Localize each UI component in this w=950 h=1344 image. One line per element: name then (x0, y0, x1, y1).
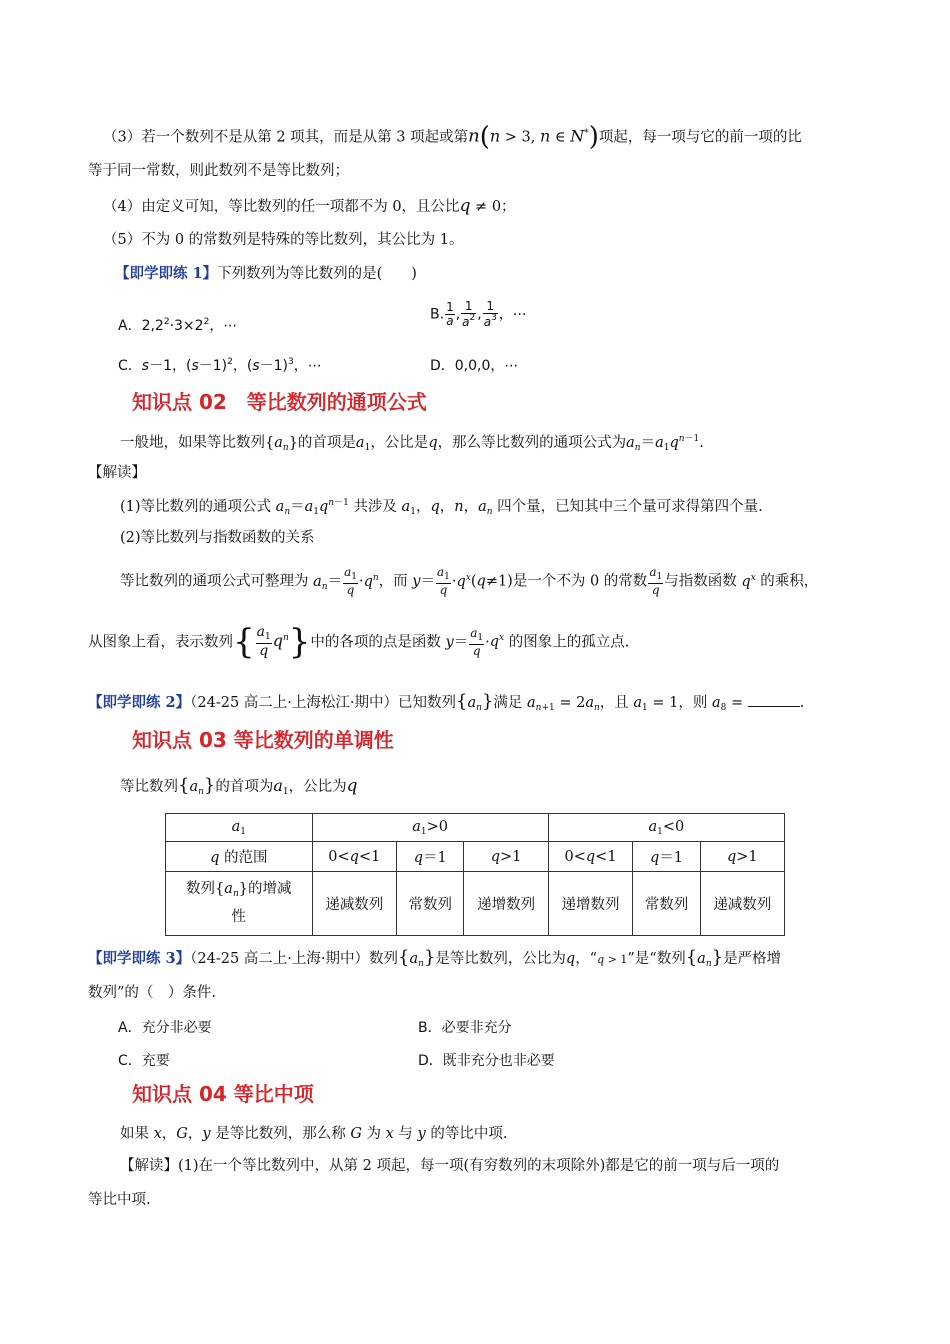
kp03-title: 知识点 03 等比数列的单调性 (132, 728, 394, 752)
kp02-reading-3: 等比数列的通项公式可整理为 $a_n=$ $\frac{a_1}{q}$ $\cdot q^n$，而 y＝ $\frac{a_1}{q}$ $\cdot q^x(q\ne 1)$是一个不为 0 的常数 $\frac{a_1}{q}$ 与指数函数 $q^x$ 的乘积， (120, 565, 819, 597)
exercise-3-stem-cont: 数列”的（ ）条件. (88, 985, 217, 1001)
cell-monotonicity: 递减数列 (312, 872, 397, 936)
cell-q-range: 0<q<1 (548, 842, 633, 872)
exercise-3-stem: 【即学即练 3】（24-25 高二上·上海·期中）数列$\{a_n\}$是等比数列，公比为q，“q > 1”是“数列$\{a_n\}$是严格增 (88, 947, 782, 969)
row-q-range-label: q 的范围 (166, 842, 313, 872)
kp04-reading-cont: 等比中项. (88, 1192, 151, 1208)
cell-monotonicity: 递增数列 (464, 872, 548, 936)
exercise-1-option-a[interactable]: A．$2,2^2\cdot 3\times 2^2$，⋯ (118, 317, 238, 334)
exercise-3-option-d[interactable]: D．既非充分也非必要 (418, 1053, 555, 1069)
cell-monotonicity: 常数列 (633, 872, 700, 936)
kp02-reading-label: 【解读】 (88, 465, 146, 481)
exercise-3-option-c[interactable]: C．充要 (118, 1053, 170, 1069)
exercise-2: 【即学即练 2】（24-25 高二上·上海松江·期中）已知数列$\{a_n\}$满足 $a_{n+1} = 2a_n$，且 $a_1 = 1$，则 $a_8$ = . (88, 691, 805, 713)
exercise-1-option-d[interactable]: D．0,0,0，⋯ (430, 358, 519, 374)
exercise-1-option-c[interactable]: C．s－1，$(s-1)^2$，$(s-1)^3$，⋯ (118, 357, 322, 374)
kp02-title: 知识点 02 等比数列的通项公式 (132, 390, 427, 414)
note-3: （3）若一个数列不是从第 2 项其，而是从第 3 项起或第n(n > 3, n ∈ N*)项起，每一项与它的前一项的比 (103, 122, 802, 152)
kp02-reading-4: 从图象上看，表示数列{ $\frac{a_1}{q}$ $q^n$}中的各项的点是函数 y＝ $\frac{a_1}{q}$ $\cdot q^x$ 的图象上的孤立点. (88, 622, 630, 662)
monotonicity-table (165, 813, 785, 936)
kp04-title: 知识点 04 等比中项 (132, 1082, 314, 1106)
cell-monotonicity: 递增数列 (548, 872, 633, 936)
kp02-reading-2: (2)等比数列与指数函数的关系 (120, 530, 315, 546)
cell-monotonicity: 常数列 (397, 872, 464, 936)
cell-q-range: q＝1 (397, 842, 464, 872)
exercise-1-option-b[interactable]: B. $\frac{1}{a}$ , $\frac{1}{a^2}$ , $\frac{1}{a^3}$ ，⋯ (430, 299, 527, 330)
kp04-definition: 如果 x，G，y 是等比数列，那么称 G 为 x 与 y 的等比中项. (120, 1126, 508, 1142)
note-3-cont: 等于同一常数，则此数列不是等比数列； (88, 163, 349, 179)
cell-q-range: q>1 (464, 842, 548, 872)
note-5: （5）不为 0 的常数列是特殊的等比数列，其公比为 1。 (103, 232, 464, 248)
exercise-3-option-a[interactable]: A．充分非必要 (118, 1020, 212, 1036)
header-a1-negative: $a_1<0$ (548, 814, 784, 842)
cell-monotonicity: 递减数列 (700, 872, 784, 936)
row-monotonicity-label: 数列$\{a_n\}$的增减 性 (166, 872, 313, 936)
kp02-reading-1: (1)等比数列的通项公式 $a_n=a_1q^{n-1}$ 共涉及 $a_1$，q，n，$a_n$ 四个量，已知其中三个量可求得第四个量. (120, 498, 763, 517)
kp02-definition: 一般地，如果等比数列$\{a_n\}$的首项是$a_1$，公比是q，那么等比数列的通项公式为$a_n=a_1q^{n-1}$. (120, 434, 704, 453)
header-a1: $a_1$ (166, 814, 313, 842)
note-4: （4）由定义可知，等比数列的任一项都不为 0，且公比q ≠ 0； (103, 196, 516, 216)
kp04-reading: 【解读】(1)在一个等比数列中，从第 2 项起，每一项(有穷数列的末项除外)都是它的前一项与后一项的 (120, 1158, 780, 1174)
cell-q-range: q＝1 (633, 842, 700, 872)
exercise-3-option-b[interactable]: B．必要非充分 (418, 1020, 512, 1036)
exercise-1-stem: 【即学即练 1】下列数列为等比数列的是( ) (115, 265, 417, 282)
cell-q-range: 0<q<1 (312, 842, 397, 872)
header-a1-positive: $a_1>0$ (312, 814, 548, 842)
cell-q-range: q>1 (700, 842, 784, 872)
answer-blank[interactable] (748, 694, 800, 707)
kp03-intro: 等比数列$\{a_n\}$的首项为$a_1$，公比为q (120, 775, 358, 797)
